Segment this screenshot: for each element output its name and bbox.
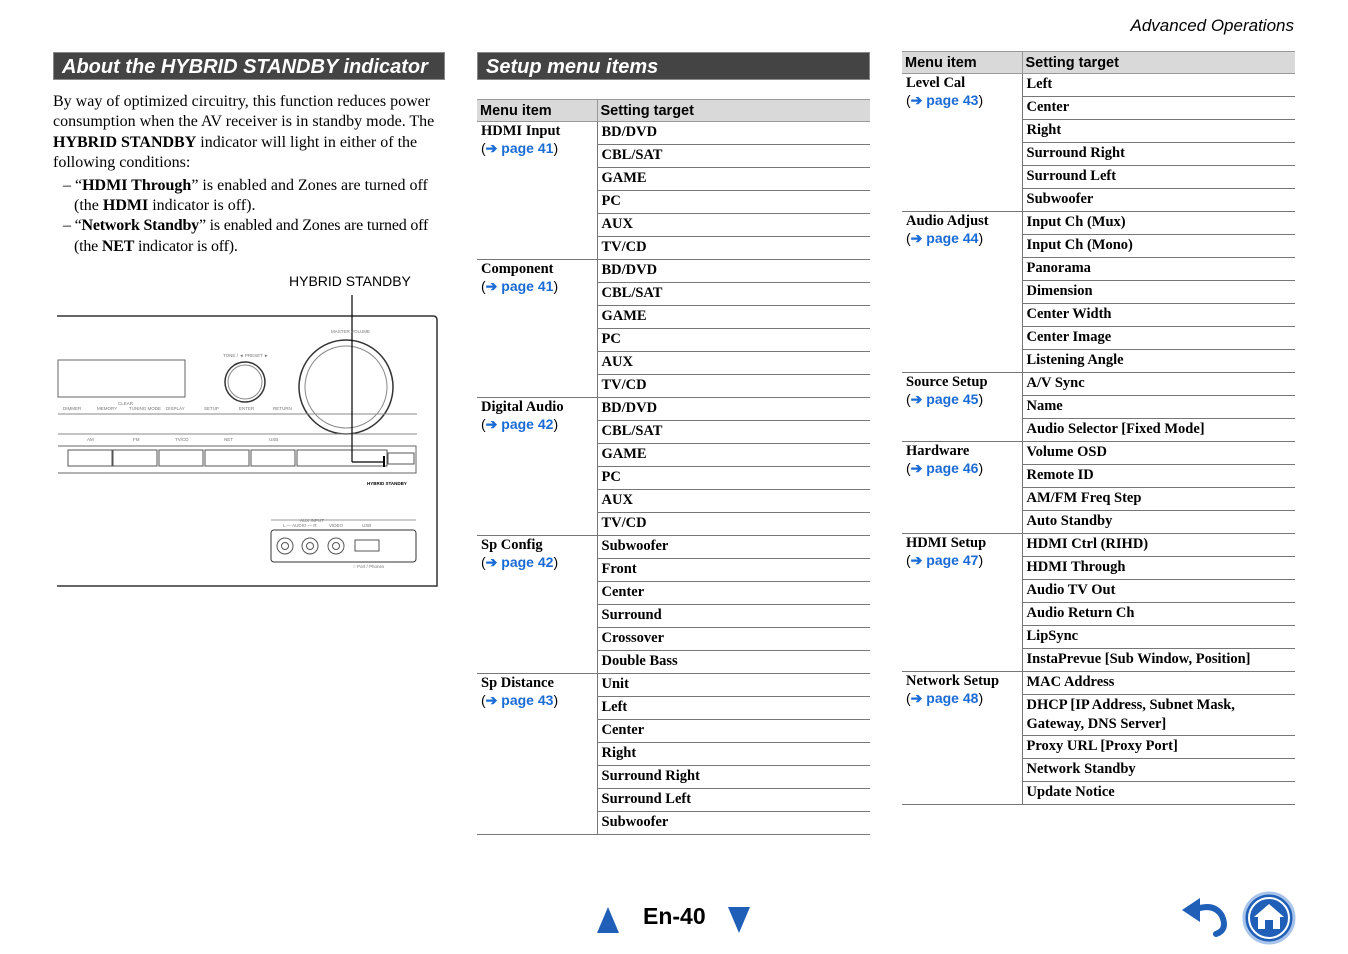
hybrid-intro [53, 92, 448, 257]
figure-callout-label: HYBRID STANDBY [289, 273, 411, 289]
hybrid-standby-indicator-label: HYBRID STANDBY [367, 481, 407, 486]
arrow-icon: ➔ [910, 690, 923, 706]
section-title-hybrid: About the HYBRID STANDBY indicator [53, 52, 445, 80]
menu-item-cell [902, 534, 1022, 672]
condition-item: – “Network Standby” is enabled and Zones are turned off (the NET indicator is off). [63, 217, 429, 255]
page-link[interactable]: (➔ page 44) [906, 230, 984, 246]
setting-target-cell: A/V Sync [1022, 373, 1295, 396]
setting-target-cell: InstaPrevue [Sub Window, Position] [1022, 649, 1295, 672]
section-title-setup: Setup menu items [477, 52, 870, 80]
setting-target-cell: Input Ch (Mux) [1022, 212, 1295, 235]
setting-target-cell: Remote ID [1022, 465, 1295, 488]
phones-label: ○ Port / Phones [353, 564, 385, 569]
menu-item-cell [477, 674, 597, 835]
usb-label: USB [362, 523, 372, 528]
arrow-icon: ➔ [910, 391, 923, 407]
table-row [902, 534, 1295, 557]
column-header-setting-target: Setting target [1022, 52, 1295, 74]
setting-target-cell: PC [597, 329, 870, 352]
menu-item-name: HDMI Input [481, 123, 561, 139]
setting-target-cell: Center [1022, 97, 1295, 120]
page-link[interactable]: (➔ page 42) [481, 554, 559, 570]
setting-target-cell: HDMI Through [1022, 557, 1295, 580]
setting-target-cell: GAME [597, 306, 870, 329]
setting-target-cell: TV/CD [597, 513, 870, 536]
page-link[interactable]: (➔ page 41) [481, 140, 559, 156]
next-page-icon[interactable] [727, 906, 751, 934]
table-row [902, 442, 1295, 465]
setting-target-cell: Audio TV Out [1022, 580, 1295, 603]
arrow-icon: ➔ [910, 460, 923, 476]
menu-item-cell [902, 74, 1022, 212]
setting-target-cell: Surround [597, 605, 870, 628]
running-header: Advanced Operations [1130, 16, 1294, 35]
menu-item-cell [902, 212, 1022, 373]
menu-item-name: Level Cal [906, 75, 966, 91]
table-row [477, 536, 870, 559]
setting-target-cell: Double Bass [597, 651, 870, 674]
setting-target-cell: Unit [597, 674, 870, 697]
setting-target-cell: Input Ch (Mono) [1022, 235, 1295, 258]
condition-list [53, 176, 448, 258]
page-link[interactable]: (➔ page 43) [906, 92, 984, 108]
setting-target-cell: Volume OSD [1022, 442, 1295, 465]
panel-button-label: ENTER [239, 406, 255, 411]
setting-target-cell: Audio Return Ch [1022, 603, 1295, 626]
table-row [477, 260, 870, 283]
menu-item-name: Network Setup [906, 673, 1000, 689]
menu-item-name: HDMI Setup [906, 535, 987, 551]
page-number: En-40 [643, 903, 706, 929]
setting-target-cell: Audio Selector [Fixed Mode] [1022, 419, 1295, 442]
setting-target-cell: BD/DVD [597, 122, 870, 145]
page-link[interactable]: (➔ page 42) [481, 416, 559, 432]
panel-button-label: RETURN [273, 406, 292, 411]
menu-item-name: Hardware [906, 443, 970, 459]
setting-target-cell: Surround Right [1022, 143, 1295, 166]
table-row [902, 672, 1295, 695]
page-link[interactable]: (➔ page 47) [906, 552, 984, 568]
home-icon[interactable] [1242, 891, 1296, 945]
aux-input-label: AUX INPUT [300, 518, 325, 523]
arrow-icon: ➔ [485, 416, 498, 432]
setting-target-cell: Surround Right [597, 766, 870, 789]
setting-target-cell: Subwoofer [597, 536, 870, 559]
table-row [477, 674, 870, 697]
table-row [477, 398, 870, 421]
menu-item-cell [902, 672, 1022, 805]
table-row [477, 122, 870, 145]
panel-button-label: SETUP [204, 406, 220, 411]
setting-target-cell: CBL/SAT [597, 283, 870, 306]
page-link[interactable]: (➔ page 48) [906, 690, 984, 706]
page-link[interactable]: (➔ page 46) [906, 460, 984, 476]
page-link[interactable]: (➔ page 45) [906, 391, 984, 407]
setting-target-cell: Dimension [1022, 281, 1295, 304]
setting-target-cell: Name [1022, 396, 1295, 419]
table-row [902, 212, 1295, 235]
back-icon[interactable] [1180, 896, 1230, 938]
setting-target-cell: DHCP [IP Address, Subnet Mask, Gateway, DNS Server] [1022, 695, 1295, 736]
arrow-icon: ➔ [910, 230, 923, 246]
setting-target-cell: Subwoofer [1022, 189, 1295, 212]
source-label: NET [224, 437, 233, 442]
setting-target-cell: BD/DVD [597, 398, 870, 421]
setting-target-cell: HDMI Ctrl (RIHD) [1022, 534, 1295, 557]
menu-item-name: Source Setup [906, 374, 988, 390]
menu-item-cell [902, 373, 1022, 442]
setting-target-cell: Surround Left [1022, 166, 1295, 189]
menu-item-name: Sp Distance [481, 675, 554, 691]
setting-target-cell: CBL/SAT [597, 145, 870, 168]
source-label: TV/CD [175, 437, 189, 442]
tone-label: TONE / ◄ PRESET ► [223, 353, 269, 358]
page-link[interactable]: (➔ page 43) [481, 692, 559, 708]
arrow-icon: ➔ [485, 278, 498, 294]
setting-target-cell: PC [597, 191, 870, 214]
setting-target-cell: Auto Standby [1022, 511, 1295, 534]
setting-target-cell: AUX [597, 214, 870, 237]
setting-target-cell: Update Notice [1022, 782, 1295, 805]
setting-target-cell: BD/DVD [597, 260, 870, 283]
panel-button-label: MEMORY [97, 406, 118, 411]
video-label: VIDEO [329, 523, 344, 528]
setting-target-cell: MAC Address [1022, 672, 1295, 695]
setting-target-cell: Right [597, 743, 870, 766]
arrow-icon: ➔ [910, 92, 923, 108]
menu-item-name: Sp Config [481, 537, 543, 553]
setting-target-cell: Panorama [1022, 258, 1295, 281]
audio-lr-label: L — AUDIO — R [283, 523, 317, 528]
setting-target-cell: AUX [597, 490, 870, 513]
source-label: AM [87, 437, 94, 442]
panel-button-label: DIMMER [63, 406, 82, 411]
condition-item: – “HDMI Through” is enabled and Zones are turned off (the HDMI indicator is off). [63, 176, 428, 215]
setting-target-cell: Crossover [597, 628, 870, 651]
setting-target-cell: TV/CD [597, 237, 870, 260]
setting-target-cell: Left [1022, 74, 1295, 97]
setting-target-cell: Right [1022, 120, 1295, 143]
setting-target-cell: Center Width [1022, 304, 1295, 327]
setting-target-cell: Proxy URL [Proxy Port] [1022, 736, 1295, 759]
arrow-icon: ➔ [485, 554, 498, 570]
setting-target-cell: Center [597, 582, 870, 605]
previous-page-icon[interactable] [596, 906, 620, 934]
setting-target-cell: Surround Left [597, 789, 870, 812]
setting-target-cell: PC [597, 467, 870, 490]
menu-item-name: Digital Audio [481, 399, 564, 415]
setup-menu-table-1 [477, 99, 870, 835]
setting-target-cell: Center Image [1022, 327, 1295, 350]
setting-target-cell: CBL/SAT [597, 421, 870, 444]
setting-target-cell: LipSync [1022, 626, 1295, 649]
setting-target-cell: GAME [597, 168, 870, 191]
setting-target-cell: AM/FM Freq Step [1022, 488, 1295, 511]
menu-item-cell [477, 260, 597, 398]
menu-item-cell [477, 398, 597, 536]
setting-target-cell: TV/CD [597, 375, 870, 398]
table-row [902, 373, 1295, 396]
source-label: FM [133, 437, 140, 442]
column-header-menu-item: Menu item [902, 52, 1022, 74]
arrow-icon: ➔ [910, 552, 923, 568]
setup-menu-table-2 [902, 51, 1295, 805]
column-header-menu-item: Menu item [477, 100, 597, 122]
source-label: USB [269, 437, 279, 442]
panel-button-label: DISPLAY [166, 406, 185, 411]
panel-button-label: TUNING MODE [129, 406, 161, 411]
column-header-setting-target: Setting target [597, 100, 870, 122]
setting-target-cell: Center [597, 720, 870, 743]
menu-item-name: Component [481, 261, 554, 277]
setting-target-cell: GAME [597, 444, 870, 467]
menu-item-cell [477, 122, 597, 260]
menu-item-cell [902, 442, 1022, 534]
page-link[interactable]: (➔ page 41) [481, 278, 559, 294]
clear-label: CLEAR [118, 401, 134, 406]
arrow-icon: ➔ [485, 140, 498, 156]
arrow-icon: ➔ [485, 692, 498, 708]
setting-target-cell: Front [597, 559, 870, 582]
setting-target-cell: Subwoofer [597, 812, 870, 835]
setting-target-cell: Left [597, 697, 870, 720]
setting-target-cell: AUX [597, 352, 870, 375]
table-row [902, 74, 1295, 97]
setting-target-cell: Network Standby [1022, 759, 1295, 782]
menu-item-name: Audio Adjust [906, 213, 989, 229]
menu-item-cell [477, 536, 597, 674]
intro-paragraph: By way of optimized circuitry, this function reduces power consumption when the AV receiver is in standby mode. The HYBRID STANDBY indicator will light in either of the following conditions: [53, 93, 435, 172]
setting-target-cell: Listening Angle [1022, 350, 1295, 373]
front-panel-illustration [53, 290, 443, 590]
master-volume-label: MASTER VOLUME [331, 329, 371, 334]
